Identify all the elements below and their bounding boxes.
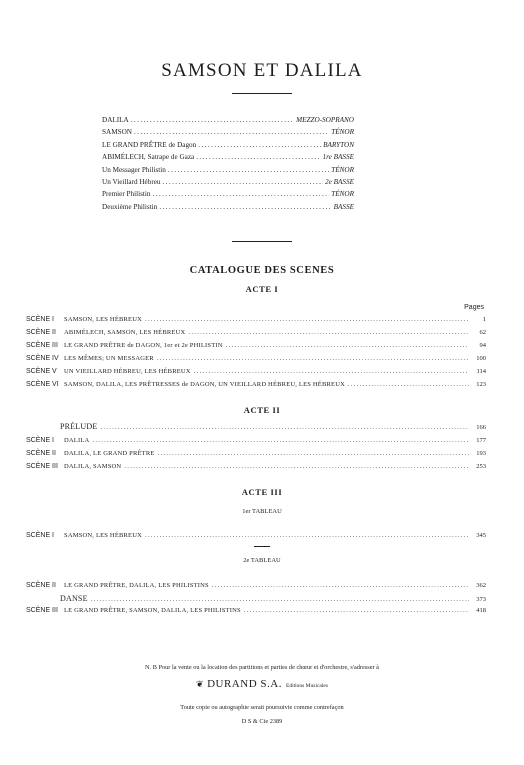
cast-voice: MEZZO-SOPRANO [296, 116, 354, 124]
scene-entry [26, 605, 486, 617]
publisher-name: DURAND S.A. [207, 678, 282, 690]
publisher-subtitle: Editions Musicales [285, 683, 328, 689]
scene-description: DALILA, SAMSON [64, 463, 122, 470]
scene-entry [26, 448, 486, 460]
page-number: 94 [479, 342, 486, 349]
cast-row [102, 164, 354, 176]
prelude-entry [26, 421, 486, 433]
cast-voice: TÉNOR [331, 128, 354, 137]
scene-description: LE GRAND PRÊTRE, SAMSON, DALILA, LES PHILISTINS [64, 607, 241, 614]
tableau-divider [254, 546, 270, 547]
scene-description: LE GRAND PRÊTRE de DAGON, 1er et 2e PHILISTIN [64, 342, 223, 349]
scene-entry [26, 379, 486, 391]
cast-role: LE GRAND PRÊTRE de Dagon [102, 140, 197, 149]
cast-role: Un Vieillard Hébreu [102, 177, 161, 186]
scene-description: UN VIEILLARD HÉBREU, LES HÉBREUX [64, 368, 191, 375]
scene-description: DALILA, LE GRAND PRÊTRE [64, 450, 155, 457]
acte-2-heading: ACTE II [243, 405, 281, 415]
scene-entry [26, 327, 486, 339]
cast-role: ABIMÉLECH, Satrape de Gaza [102, 153, 195, 162]
page-number: 345 [476, 532, 486, 539]
scene-description: ABIMÉLECH, SAMSON, LES HÉBREUX [64, 329, 186, 336]
scene-number: SCÈNE II [26, 450, 56, 457]
scene-number: SCÈNE I [26, 437, 55, 444]
scene-number: SCÈNE I [26, 532, 55, 539]
acte-3-heading: ACTE III [241, 487, 283, 497]
cast-role: Un Messager Philistin [102, 165, 166, 174]
publisher-logo [0, 678, 524, 690]
cast-row [102, 151, 354, 163]
scene-number: SCÈNE II [26, 582, 56, 589]
page-number: 114 [476, 368, 486, 375]
scene-number: SCÈNE V [26, 368, 57, 375]
scene-number: SCÈNE IV [26, 355, 59, 362]
cast-role: Premier Philistin [102, 190, 151, 199]
acte-1-heading: ACTE I [245, 284, 279, 294]
cast-row [102, 188, 354, 200]
tableau-2-heading: 2e TABLEAU [243, 557, 281, 564]
page-number: 362 [476, 582, 486, 589]
publisher-emblem-icon: ❦ [196, 679, 205, 689]
cast-role: SAMSON [102, 128, 132, 137]
scene-entry [26, 580, 486, 592]
scene-number: SCÈNE III [26, 342, 58, 349]
cast-list [102, 114, 354, 213]
cast-row [102, 201, 354, 213]
danse-entry [26, 593, 486, 605]
scene-entry [26, 461, 486, 473]
tableau-1-heading: 1er TABLEAU [242, 508, 282, 515]
cast-voice: BASSE [333, 202, 354, 211]
cast-divider [232, 241, 292, 242]
cast-voice: TÉNOR [331, 165, 354, 174]
cast-row [102, 126, 354, 138]
scene-entry [26, 530, 486, 542]
cast-voice: BARYTON [323, 140, 354, 149]
scene-entry [26, 435, 486, 447]
page-number: 123 [476, 381, 486, 388]
opera-title: SAMSON ET DALILA [161, 60, 363, 81]
page-number: 62 [479, 329, 486, 336]
scene-number: SCÈNE I [26, 316, 55, 323]
cast-voice: 1re BASSE [322, 153, 354, 162]
page-number: 1 [482, 316, 486, 323]
title-divider [232, 93, 292, 94]
catalogue-title: CATALOGUE DES SCENES [189, 265, 335, 276]
cast-row [102, 114, 354, 126]
cast-row [102, 176, 354, 188]
cast-row [102, 139, 354, 151]
page-number: 373 [476, 596, 486, 603]
copyright-notice: Toute copie ou autographie serait poursuivie comme contrefaçon [180, 704, 344, 711]
scene-description: LES MÊMES; UN MESSAGER [64, 355, 154, 362]
scene-number: SCÈNE III [26, 463, 58, 470]
scene-description: DALILA [64, 437, 90, 444]
scene-description: SAMSON, DALILA, LES PRÊTRESSES de DAGON, UN VIEILLARD HÉBREU, LES HÉBREUX [64, 381, 345, 388]
scene-description: SAMSON, LES HÉBREUX [64, 316, 143, 323]
scene-description: DANSE [60, 594, 88, 603]
page-number: 177 [476, 437, 486, 444]
scene-number: SCÈNE II [26, 329, 56, 336]
page-number: 193 [476, 450, 486, 457]
plate-number: D S & Cie 2389 [241, 718, 283, 725]
scene-number: SCÈNE VI [26, 381, 59, 388]
cast-role: DALILA [102, 116, 129, 124]
scene-entry [26, 314, 486, 326]
scene-description: LE GRAND PRÊTRE, DALILA, LES PHILISTINS [64, 582, 209, 589]
page-number: 166 [476, 424, 486, 431]
scene-description: PRÉLUDE [60, 422, 98, 431]
pages-column-label: Pages [464, 304, 484, 311]
cast-role: Deuxième Philistin [102, 202, 158, 211]
cast-voice: TÉNOR [331, 190, 354, 199]
scene-entry [26, 366, 486, 378]
publisher-note: N. B Pour la vente ou la location des partitions et parties de chœur et d'orchestre, s'adresser à [145, 664, 379, 671]
page-number: 100 [476, 355, 486, 362]
cast-voice: 2e BASSE [325, 177, 354, 186]
page-number: 253 [476, 463, 486, 470]
scene-entry [26, 340, 486, 352]
scene-description: SAMSON, LES HÉBREUX [64, 532, 143, 539]
scene-number: SCÈNE III [26, 607, 58, 614]
page-number: 418 [476, 607, 486, 614]
scene-entry [26, 353, 486, 365]
